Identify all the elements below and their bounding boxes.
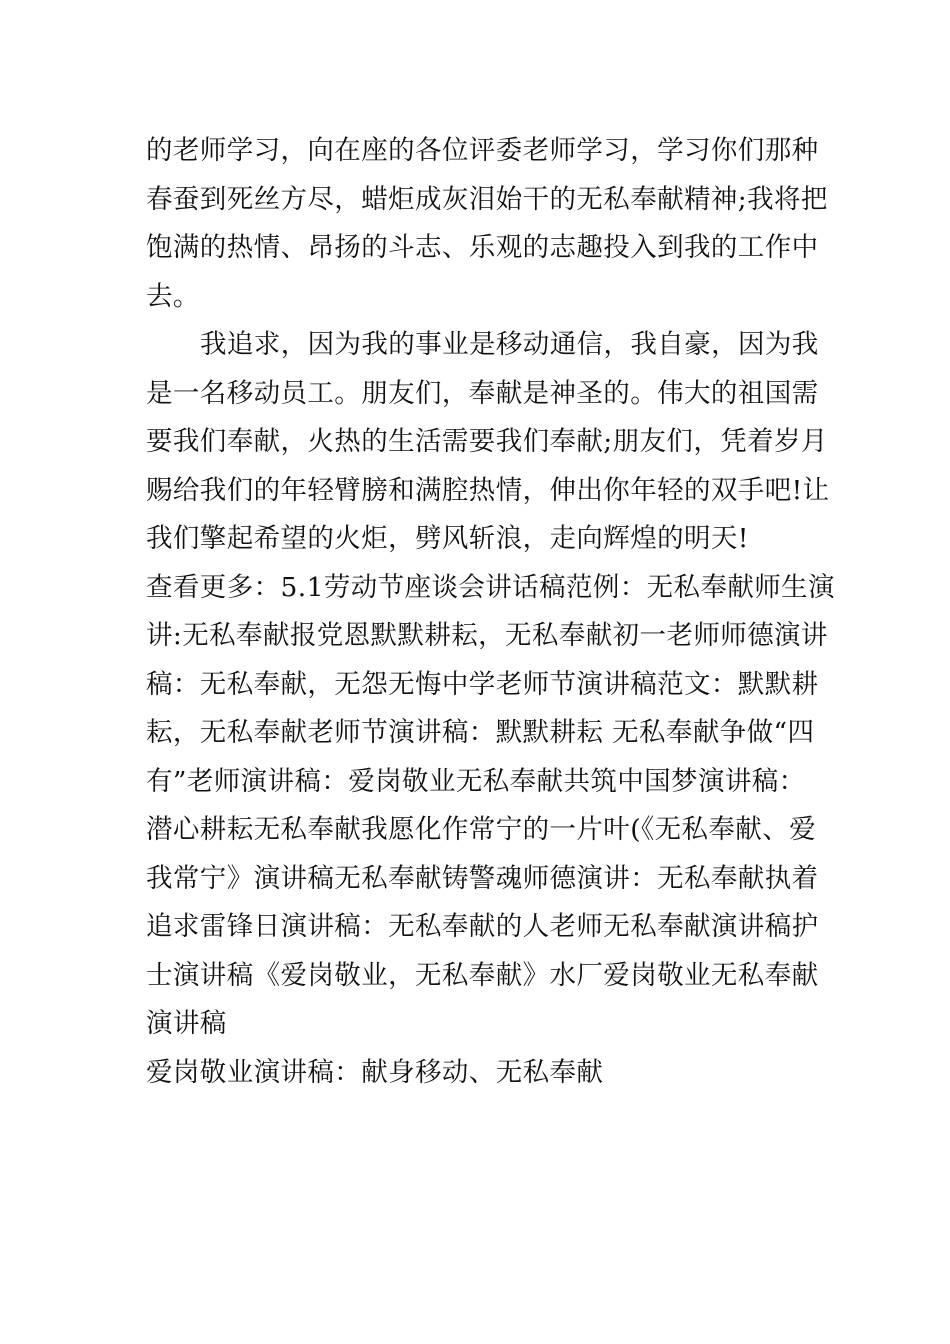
text-line: 饱满的热情、昂扬的斗志、乐观的志趣投入到我的工作中 (146, 232, 819, 263)
text-line: 要我们奉献，火热的生活需要我们奉献;朋友们，凭着岁月 (146, 426, 828, 457)
text-line: 士演讲稿《爱岗敬业，无私奉献》水厂爱岗敬业无私奉献 (146, 959, 819, 991)
text-line: 有”老师演讲稿：爱岗敬业无私奉献共筑中国梦演讲稿： (146, 765, 806, 797)
text-line: 的老师学习，向在座的各位评委老师学习，学习你们那种 (146, 135, 819, 166)
text-line: 我追求，因为我的事业是移动通信，我自豪，因为我 (200, 329, 819, 360)
text-line: 赐给我们的年轻臂膀和满腔热情，伸出你年轻的双手吧!让 (146, 474, 830, 506)
text-line: 爱岗敬业演讲稿：献身移动、无私奉献 (146, 1056, 604, 1088)
text-line: 追求雷锋日演讲稿：无私奉献的人老师无私奉献演讲稿护 (146, 911, 819, 942)
text-line: 是一名移动员工。朋友们，奉献是神圣的。伟大的祖国需 (146, 377, 819, 409)
text-line: 讲:无私奉献报党恩默默耕耘，无私奉献初一老师师德演讲 (146, 620, 828, 651)
text-line: 演讲稿 (146, 1008, 227, 1039)
text-line: 稿：无私奉献，无怨无悔中学老师节演讲稿范文：默默耕 (146, 668, 819, 700)
text-line: 去。 (146, 280, 200, 312)
text-line: 我常宁》演讲稿无私奉献铸警魂师德演讲：无私奉献执着 (146, 862, 819, 894)
text-line: 潜心耕耘无私奉献我愿化作常宁的一片叶(《无私奉献、爱 (146, 814, 816, 845)
text-line: 查看更多：5.1劳动节座谈会讲话稿范例：无私奉献师生演 (146, 571, 835, 603)
text-line: 我们擎起希望的火炬，劈风斩浪，走向辉煌的明天! (146, 523, 749, 554)
text-line: 耘，无私奉献老师节演讲稿：默默耕耘 无私奉献争做“四 (146, 717, 815, 748)
document-body (146, 127, 835, 1097)
text-line: 春蚕到死丝方尽，蜡炬成灰泪始干的无私奉献精神;我将把 (146, 183, 828, 215)
